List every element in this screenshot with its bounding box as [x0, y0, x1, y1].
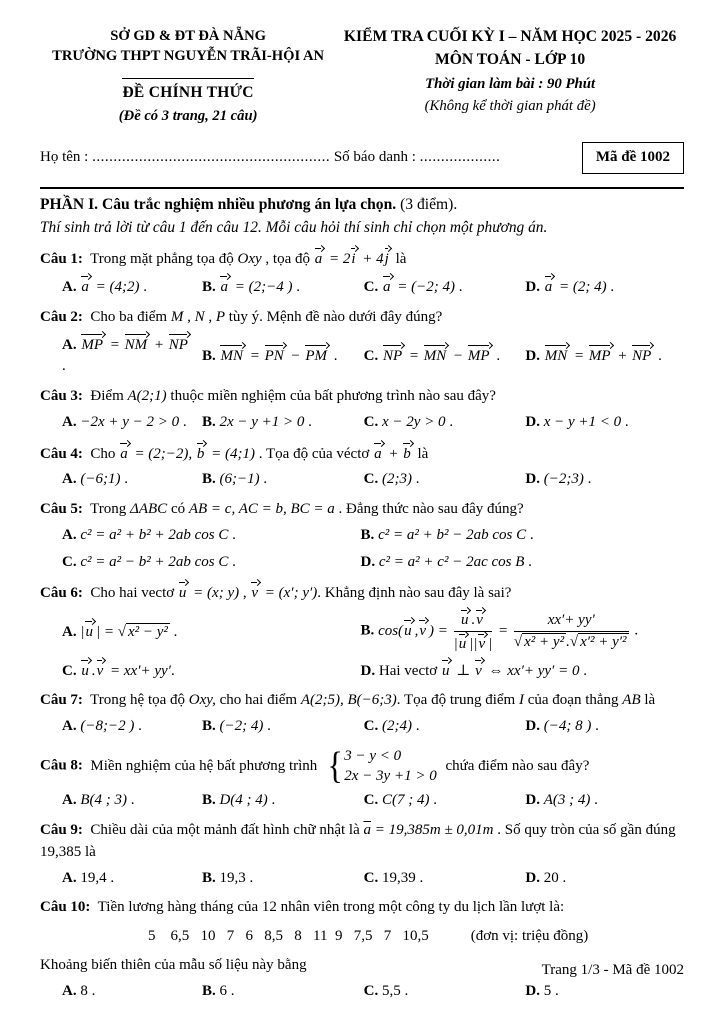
option-d [525, 868, 684, 890]
option-c [364, 868, 526, 890]
vector-arrow: a [544, 275, 556, 299]
option-value: B(4 ; 3) . [80, 792, 135, 809]
option-value: D(4 ; 4) . [219, 792, 276, 809]
option-value: 19,3 . [219, 869, 254, 886]
option-c [364, 716, 526, 738]
vector-arrow: MP [467, 344, 493, 368]
option-b [202, 716, 364, 738]
department-name: SỞ GD & ĐT ĐÀ NẴNG [110, 28, 267, 44]
option-letter: B. [201, 347, 216, 364]
question-9 [40, 820, 684, 889]
option-d [525, 344, 684, 368]
option-letter: B. [201, 869, 216, 886]
option-c [364, 344, 526, 368]
option-c [364, 412, 526, 434]
exam-title: KIỂM TRA CUỐI KỲ I – NĂM HỌC 2025 - 2026 [343, 28, 677, 45]
sbd-blank: ................... [419, 148, 501, 165]
option-value: 8 . [80, 982, 96, 999]
option-b [202, 275, 364, 299]
vector-arrow: a [314, 247, 326, 271]
question-stem: Trong ΔABC có AB = c, AC = b, BC = a . Đẳng thức nào sau đây đúng? [90, 501, 524, 518]
vector-arrow: a [119, 442, 131, 466]
option-b [202, 868, 364, 890]
question-label: Câu 6: [40, 585, 83, 602]
header-right [336, 26, 684, 127]
exam-subject: MÔN TOÁN - LỚP 10 [435, 50, 586, 68]
option-letter: D. [360, 553, 376, 570]
vector-arrow: a [373, 442, 385, 466]
vector-arrow: a [219, 275, 231, 299]
vector-arrow: u [403, 619, 415, 643]
option-letter: A. [62, 792, 77, 809]
question-stem: Miền nghiệm của hệ bất phương trình { 3 − y < 0 2x − 3y +1 > 0 chứa điểm nào sau đây? [90, 745, 590, 788]
option-letter: D. [525, 347, 540, 364]
candidate-info-row [40, 142, 684, 174]
question-stem: Trong mặt phẳng tọa độ Oxy , tọa độ a = 2i + 4j là [90, 251, 406, 267]
options-row [40, 981, 684, 1003]
question-4 [40, 442, 684, 492]
question-stem-continued: Khoảng biến thiên của mẫu số liệu này bằng [40, 956, 307, 973]
sbd-label: Số báo danh : [333, 148, 416, 165]
option-c [62, 552, 361, 574]
question-label: Câu 1: [40, 251, 83, 268]
option-letter: C. [363, 982, 379, 999]
exam-code-box: Mã đề 1002 [582, 142, 684, 174]
option-letter: D. [360, 662, 376, 679]
vector-arrow: v [418, 619, 429, 643]
options-row [40, 790, 684, 812]
vector-arrow: u [178, 581, 190, 605]
options-row [40, 525, 684, 574]
question-5 [40, 499, 684, 573]
question-2 [40, 307, 684, 378]
option-value: Hai vectơ u ⊥ v ⇔ xx′+ yy′ = 0 . [379, 663, 587, 679]
question-stem-row [40, 581, 684, 605]
vector-arrow: a [382, 275, 394, 299]
option-value: a = (−2; 4) . [382, 279, 462, 295]
option-value: (2;4) . [382, 718, 420, 735]
option-value: 20 . [543, 869, 567, 886]
vector-arrow: PM [304, 344, 330, 368]
question-stem: Trong hệ tọa độ Oxy, cho hai điểm A(2;5), B(−6;3). Tọa độ trung điểm I của đoạn thẳng AB là [90, 692, 656, 709]
question-stem-row [40, 820, 684, 864]
option-value: 6 . [219, 982, 235, 999]
question-label: Câu 2: [40, 308, 83, 325]
name-blank: ........................................................ [92, 148, 331, 165]
part-title-row [40, 194, 684, 217]
question-8 [40, 746, 684, 812]
data-unit-note: (đơn vị: triệu đồng) [470, 928, 589, 945]
option-a [62, 790, 202, 812]
question-label: Câu 4: [40, 445, 83, 462]
option-c [364, 981, 526, 1003]
option-b [361, 609, 684, 654]
option-value: C(7 ; 4) . [382, 792, 437, 809]
option-value: (−4; 8 ) . [543, 718, 599, 735]
option-letter: B. [201, 718, 216, 735]
option-letter: B. [201, 279, 216, 296]
option-letter: D. [525, 471, 540, 488]
option-letter: C. [62, 553, 77, 570]
option-d [525, 790, 684, 812]
option-value: −2x + y − 2 > 0 . [80, 413, 187, 430]
option-value: 2x − y +1 > 0 . [219, 413, 312, 430]
option-letter: B. [201, 413, 216, 430]
question-6 [40, 581, 684, 682]
option-value: 5 . [543, 982, 559, 999]
question-stem-row [40, 746, 684, 787]
page-footer: Trang 1/3 - Mã đề 1002 [541, 962, 684, 979]
question-stem-row [40, 690, 684, 712]
option-letter: B. [201, 982, 216, 999]
option-letter: B. [360, 622, 375, 639]
option-letter: A. [62, 526, 77, 543]
vector-arrow: j [384, 247, 392, 271]
option-value: |u | = √ x² − y² . [80, 624, 177, 640]
vector-arrow: u [460, 609, 472, 630]
vector-arrow: MN [219, 344, 246, 368]
question-1 [40, 247, 684, 299]
option-letter: C. [363, 471, 379, 488]
question-stem: Tiền lương hàng tháng của 12 nhân viên trong một công ty du lịch lần lượt là: [97, 899, 565, 916]
question-stem-row [40, 307, 684, 329]
question-stem-row [40, 247, 684, 271]
option-letter: D. [525, 718, 540, 735]
option-letter: A. [62, 336, 77, 353]
question-stem-row [40, 499, 684, 521]
option-a [62, 716, 202, 738]
question-stem: Cho hai vectơ u = (x; y) , v = (x′; y′). Khẳng định nào sau đây là sai? [90, 585, 511, 601]
option-value: (6;−1) . [219, 471, 268, 488]
option-c [364, 275, 526, 299]
options-row [40, 275, 684, 299]
option-letter: A. [62, 982, 77, 999]
question-label: Câu 10: [40, 899, 91, 916]
question-label: Câu 9: [40, 822, 83, 839]
options-row [40, 469, 684, 491]
vector-arrow: v [96, 659, 107, 683]
option-value: x − 2y > 0 . [382, 413, 454, 430]
option-a [62, 868, 202, 890]
option-a [62, 525, 361, 547]
vector-arrow: MP [80, 333, 106, 357]
option-value: MP = NM + NP . [62, 337, 191, 375]
option-b [361, 525, 684, 547]
options-row [40, 412, 684, 434]
question-stem: Chiều dài của một mảnh đất hình chữ nhật là $\overline{a} = 19,385m \pm 0,01m$ . Số quy tròn của số gần đúng 19,385 là [40, 822, 676, 860]
candidate-info [40, 147, 572, 169]
option-d [525, 469, 684, 491]
vector-arrow: b [196, 442, 208, 466]
option-value: MN = MP + NP . [544, 348, 662, 364]
option-d [525, 275, 684, 299]
question-label: Câu 5: [40, 501, 83, 518]
options-row [40, 333, 684, 379]
option-letter: A. [62, 471, 77, 488]
header-left [40, 26, 336, 127]
header [40, 26, 684, 127]
option-b [202, 469, 364, 491]
option-d [525, 981, 684, 1003]
vector-arrow: b [402, 442, 414, 466]
option-value: a = (2; 4) . [544, 279, 614, 295]
vector-arrow: PN [264, 344, 287, 368]
option-b [202, 412, 364, 434]
option-b [202, 344, 364, 368]
option-a [62, 469, 202, 491]
option-value: MN = PN − PM . [219, 348, 337, 364]
option-value: (−2;3) . [543, 471, 592, 488]
vector-arrow: MN [544, 344, 571, 368]
option-letter: B. [201, 471, 216, 488]
question-stem: Cho a = (2;−2), b = (4;1) . Tọa độ của véctơ a + b là [90, 446, 428, 462]
vector-arrow: u [84, 620, 96, 644]
vector-arrow: i [350, 247, 358, 271]
option-letter: A. [62, 623, 77, 640]
options-row [40, 868, 684, 890]
option-letter: A. [62, 718, 77, 735]
option-letter: C. [363, 792, 379, 809]
vector-arrow: v [474, 659, 485, 683]
option-letter: C. [363, 347, 379, 364]
options-row [40, 609, 684, 682]
option-value: x − y +1 < 0 . [543, 413, 629, 430]
option-d [361, 659, 684, 683]
option-letter: A. [62, 279, 77, 296]
option-c [364, 469, 526, 491]
option-d [361, 552, 684, 574]
option-a [62, 620, 361, 644]
option-value: 19,39 . [382, 869, 424, 886]
question-label: Câu 3: [40, 388, 83, 405]
option-letter: C. [363, 718, 379, 735]
option-a [62, 981, 202, 1003]
vector-arrow: u [441, 659, 453, 683]
option-value: A(3 ; 4) . [543, 792, 598, 809]
part-title: PHẦN I. Câu trắc nghiệm nhiều phương án lựa chọn. [40, 195, 397, 213]
option-c [364, 790, 526, 812]
option-letter: C. [62, 662, 77, 679]
vector-arrow: v [475, 609, 486, 630]
option-c [62, 659, 361, 683]
option-value: c² = a² + b² − 2ab cos C . [378, 526, 534, 543]
option-value: cos(u ,v ) = $\frac{u .v}{|u ||v |}$ = $\frac{xx'+ yy'}{\text{√ x² + y² .√ x′² + y′²}}$ . [378, 623, 638, 639]
option-a [62, 412, 202, 434]
question-3 [40, 386, 684, 434]
name-label: Họ tên : [40, 148, 89, 165]
questions [40, 247, 684, 1002]
option-letter: D. [525, 869, 540, 886]
option-letter: C. [363, 279, 379, 296]
option-value: (2;3) . [382, 471, 420, 488]
option-value: a = (2;−4 ) . [219, 279, 299, 295]
question-label: Câu 8: [40, 757, 83, 774]
option-letter: D. [525, 982, 540, 999]
option-d [525, 716, 684, 738]
vector-arrow: MN [423, 344, 450, 368]
option-value: u .v = xx′+ yy′. [80, 663, 174, 679]
vector-arrow: NP [168, 333, 191, 357]
option-value: c² = a² + c² − 2ac cos B . [378, 553, 532, 570]
option-letter: D. [525, 413, 540, 430]
option-value: 5,5 . [382, 982, 409, 999]
question-stem: Cho ba điểm M , N , P tùy ý. Mệnh đề nào dưới đây đúng? [90, 308, 443, 325]
option-letter: A. [62, 869, 77, 886]
vector-arrow: NM [124, 333, 151, 357]
question-10 [40, 897, 684, 1002]
option-a [62, 275, 202, 299]
part-points: (3 điểm). [400, 195, 458, 213]
options-row [40, 716, 684, 738]
exam-duration-note: (Không kể thời gian phát đề) [424, 97, 596, 114]
option-a [62, 333, 202, 379]
option-letter: B. [360, 526, 375, 543]
option-value: (−8;−2 ) . [80, 718, 142, 735]
question-7 [40, 690, 684, 738]
option-value: c² = a² + b² + 2ab cos C . [80, 526, 236, 543]
question-stem-row [40, 897, 684, 919]
option-b [202, 790, 364, 812]
school-name: TRƯỜNG THPT NGUYỄN TRÃI-HỘI AN [52, 48, 325, 65]
option-letter: D. [525, 792, 540, 809]
divider-line [40, 187, 684, 189]
option-value: 19,4 . [80, 869, 115, 886]
exam-duration: Thời gian làm bài : 90 Phút [425, 76, 596, 93]
vector-arrow: a [80, 275, 92, 299]
question-label: Câu 7: [40, 692, 83, 709]
vector-arrow: v [477, 633, 488, 654]
option-letter: C. [363, 869, 379, 886]
option-b [202, 981, 364, 1003]
option-value: (−2; 4) . [219, 718, 271, 735]
vector-arrow: u [80, 659, 92, 683]
vector-arrow: NP [382, 344, 405, 368]
question-stem-row [40, 386, 684, 408]
option-letter: A. [62, 413, 77, 430]
question-stem-row [40, 442, 684, 466]
option-letter: B. [201, 792, 216, 809]
part-instruction: Thí sinh trả lời từ câu 1 đến câu 12. Mỗi câu hỏi thí sinh chỉ chọn một phương án. [40, 219, 548, 237]
option-value: c² = a² − b² + 2ab cos C . [80, 553, 236, 570]
vector-arrow: v [250, 581, 261, 605]
option-letter: D. [525, 279, 540, 296]
vector-arrow: MP [588, 344, 614, 368]
data-values: 5 6,5 10 7 6 8,5 8 11 9 7,5 7 10,5 [148, 928, 429, 945]
option-value: (−6;1) . [80, 471, 128, 488]
exam-pages-note: (Đề có 3 trang, 21 câu) [118, 107, 258, 124]
vector-arrow: u [458, 633, 470, 654]
exam-type-label: ĐỀ CHÍNH THỨC [122, 78, 253, 104]
option-value: a = (4;2) . [80, 279, 147, 295]
option-letter: C. [363, 413, 379, 430]
question-stem: Điểm A(2;1) thuộc miền nghiệm của bất phương trình nào sau đây? [90, 388, 496, 405]
vector-arrow: NP [631, 344, 654, 368]
option-d [525, 412, 684, 434]
data-row [148, 926, 684, 948]
option-value: NP = MN − MP . [382, 348, 500, 364]
